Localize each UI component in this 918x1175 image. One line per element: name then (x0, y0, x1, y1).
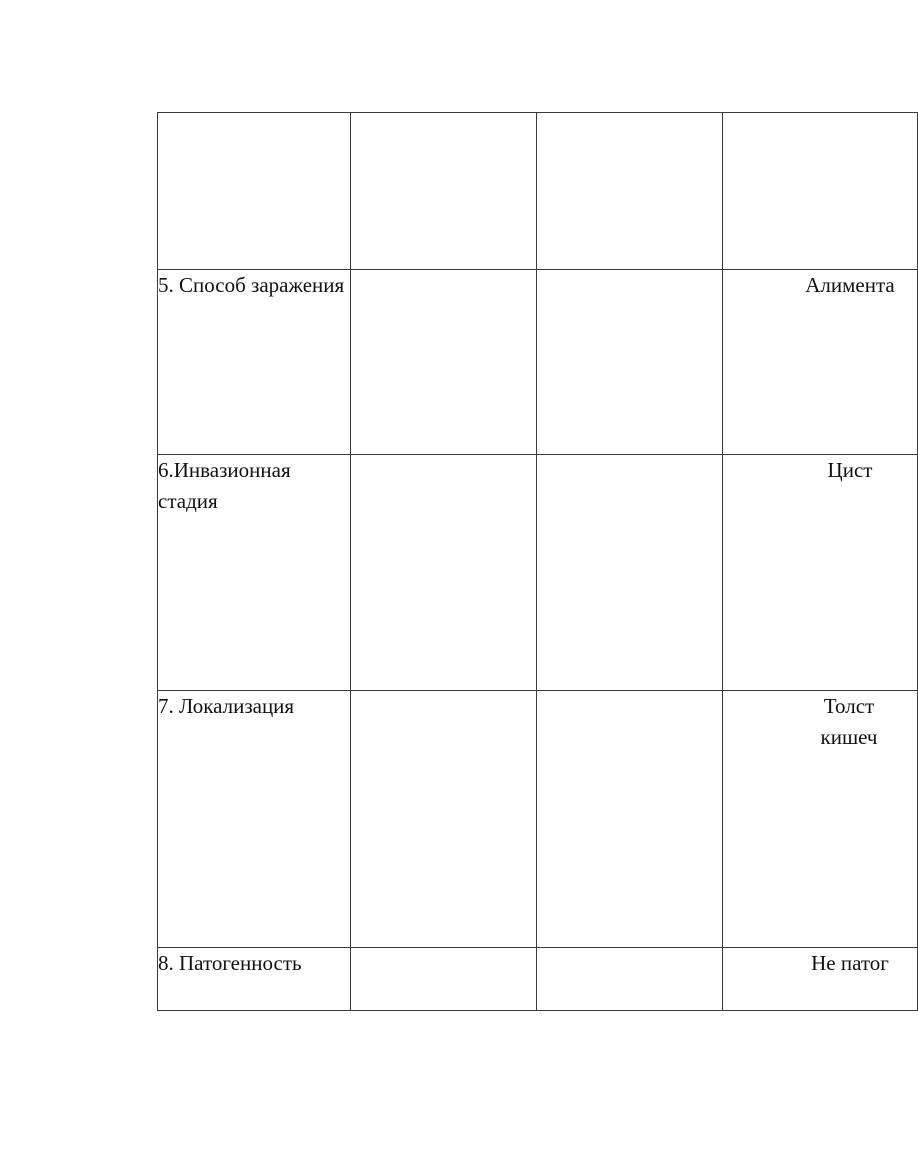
empty-cell (351, 691, 537, 948)
table-row (158, 113, 918, 270)
value-cell (723, 270, 918, 455)
empty-cell (351, 113, 537, 270)
value-cell (723, 455, 918, 691)
value-line: Толст (823, 694, 875, 718)
table-row (158, 270, 918, 455)
empty-cell (537, 948, 723, 1011)
empty-cell (351, 455, 537, 691)
table-row (158, 691, 918, 948)
empty-cell (537, 270, 723, 455)
empty-cell (351, 270, 537, 455)
row-label-cell: 8. Патогенность (158, 948, 351, 1011)
value-line: Алимента (805, 273, 895, 297)
value-line: кишеч (820, 725, 878, 749)
value-cell (723, 691, 918, 948)
row-label-cell: 7. Локализация (158, 691, 351, 948)
table-row (158, 455, 918, 691)
table-row (158, 948, 918, 1011)
value-cell (723, 113, 918, 270)
empty-cell (537, 113, 723, 270)
value-line: Не патог (811, 951, 889, 975)
row-label-cell: 5. Способ заражения (158, 270, 351, 455)
empty-cell (351, 948, 537, 1011)
row-label-cell (158, 113, 351, 270)
value-cell (723, 948, 918, 1011)
row-label-cell: 6.Инвазионная стадия (158, 455, 351, 691)
empty-cell (537, 455, 723, 691)
empty-cell (537, 691, 723, 948)
comparison-table (157, 112, 918, 1011)
value-line: Цист (827, 458, 873, 482)
